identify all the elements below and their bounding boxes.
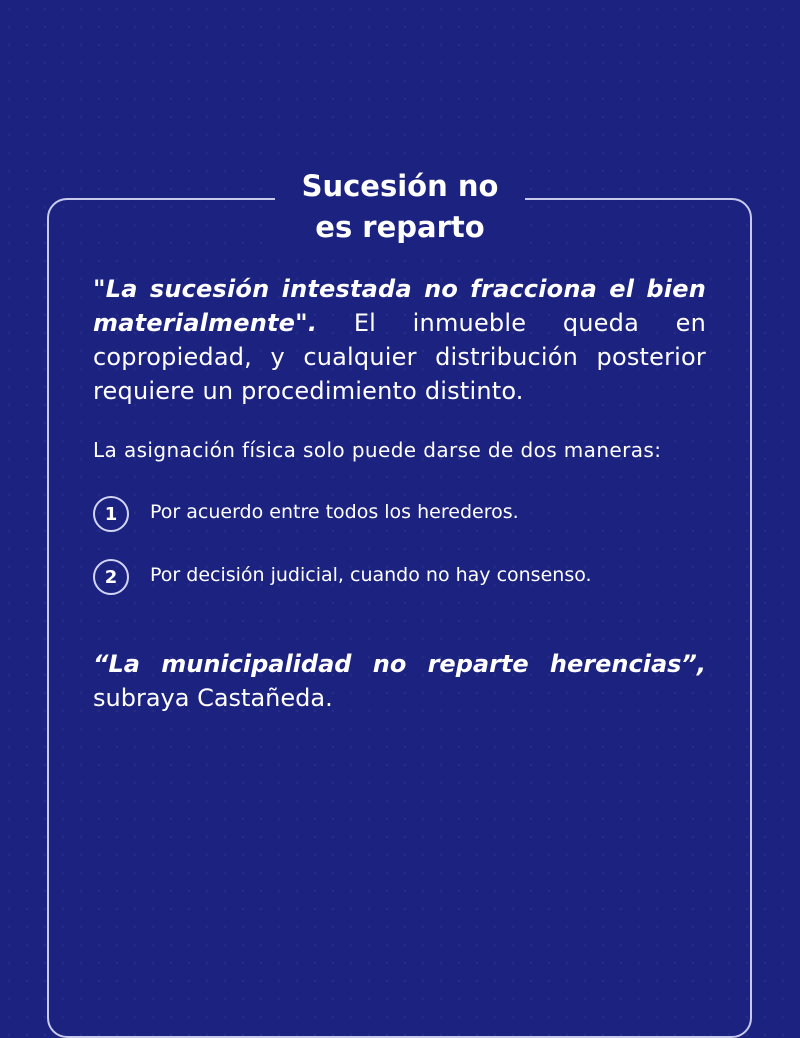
- closing-attribution: subraya Castañeda.: [93, 684, 333, 712]
- list-item: [93, 561, 706, 595]
- number-badge-2: 2: [93, 559, 129, 595]
- page-title: [275, 166, 525, 248]
- intro-paragraph: La asignación física solo puede darse de dos maneras:: [93, 438, 662, 462]
- closing-quote-text: “La municipalidad no reparte herencias”,: [93, 650, 706, 678]
- lead-quote: "La sucesión intestada no fracciona el bien materialmente".: [93, 275, 706, 337]
- title-line-2: es reparto: [315, 210, 485, 244]
- main-content: [93, 272, 706, 715]
- number-badge-1: 1: [93, 496, 129, 532]
- step-text-2: Por decisión judicial, cuando no hay consenso.: [150, 564, 592, 586]
- closing-quote: [93, 647, 706, 715]
- step-text-1: Por acuerdo entre todos los herederos.: [150, 501, 519, 523]
- lead-text: El inmueble queda en copropiedad, y cualquier distribución posterior requiere un procedimiento distinto.: [93, 309, 706, 405]
- title-line-1: Sucesión no: [301, 169, 499, 203]
- list-item: [93, 498, 706, 532]
- steps-list: [93, 498, 706, 595]
- lead-paragraph: [93, 272, 706, 408]
